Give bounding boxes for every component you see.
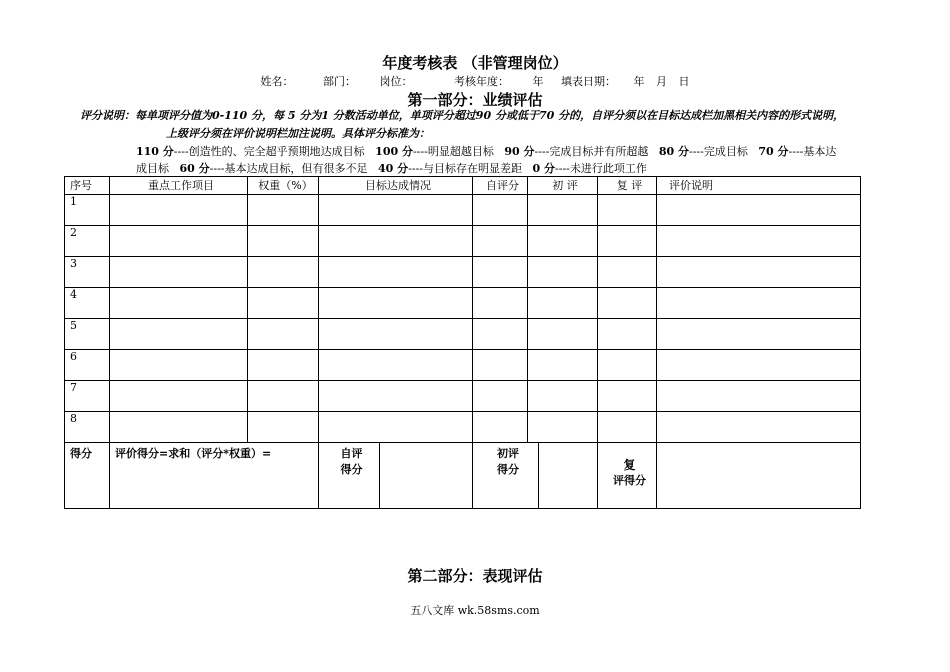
criteria-desc: ----完成目标 xyxy=(689,145,748,158)
comment-cell[interactable] xyxy=(657,288,861,319)
table-row xyxy=(65,195,861,226)
review-score-cell[interactable] xyxy=(598,257,657,288)
row-number: 5 xyxy=(65,319,110,350)
fill-year: 年 xyxy=(633,75,645,88)
header-comment: 评价说明 xyxy=(657,177,861,195)
weight-cell[interactable] xyxy=(248,412,319,443)
initial-score-cell[interactable] xyxy=(528,350,598,381)
performance-table xyxy=(64,176,861,509)
row-number: 6 xyxy=(65,350,110,381)
criteria-desc: ----完成目标并有所超越 xyxy=(534,145,649,158)
fill-month: 月 xyxy=(656,75,667,88)
work-item-cell[interactable] xyxy=(110,319,248,350)
review-score-cell[interactable] xyxy=(598,288,657,319)
target-cell[interactable] xyxy=(319,381,473,412)
criteria-desc: ----未进行此项工作 xyxy=(555,162,647,175)
row-number: 2 xyxy=(65,226,110,257)
initial-score-cell[interactable] xyxy=(528,381,598,412)
criteria-desc: ----与目标存在明显差距 xyxy=(408,162,523,175)
review-score-cell[interactable] xyxy=(598,350,657,381)
header-no: 序号 xyxy=(65,177,110,195)
initial-score-total[interactable] xyxy=(539,443,598,509)
review-score-cell[interactable] xyxy=(598,381,657,412)
part2-title: 第二部分：表现评估 xyxy=(407,567,543,585)
criteria-score: 0 分 xyxy=(532,162,556,175)
self-score-cell[interactable] xyxy=(473,226,528,257)
target-cell[interactable] xyxy=(319,412,473,443)
criteria-score: 110 分 xyxy=(136,145,174,158)
fill-day: 日 xyxy=(678,75,690,88)
self-score-cell[interactable] xyxy=(473,319,528,350)
score-label: 得分 xyxy=(65,443,110,509)
row-number: 3 xyxy=(65,257,110,288)
form-meta xyxy=(0,73,950,89)
initial-score-label-line2: 得分 xyxy=(497,463,519,476)
target-cell[interactable] xyxy=(319,350,473,381)
criteria-score: 80 分 xyxy=(658,145,689,158)
self-score-cell[interactable] xyxy=(473,288,528,319)
comment-cell[interactable] xyxy=(657,226,861,257)
table-row xyxy=(65,381,861,412)
fill-date-label: 填表日期： xyxy=(561,75,616,88)
criteria-desc: ----创造性的、完全超乎预期地达成目标 xyxy=(173,145,365,158)
position-label: 岗位： xyxy=(379,75,413,88)
part1-title: 第一部分：业绩评估 xyxy=(407,91,543,109)
criteria-score: 60 分 xyxy=(179,162,210,175)
table-row xyxy=(65,226,861,257)
review-score-label-line1: 复 xyxy=(623,458,636,472)
initial-score-label xyxy=(473,443,539,509)
work-item-cell[interactable] xyxy=(110,350,248,381)
initial-score-cell[interactable] xyxy=(528,288,598,319)
comment-cell[interactable] xyxy=(657,350,861,381)
header-work-item: 重点工作项目 xyxy=(110,177,248,195)
target-cell[interactable] xyxy=(319,257,473,288)
weight-cell[interactable] xyxy=(248,195,319,226)
review-score-label xyxy=(598,443,657,509)
work-item-cell[interactable] xyxy=(110,412,248,443)
self-score-cell[interactable] xyxy=(473,257,528,288)
header-weight: 权重（%） xyxy=(248,177,319,195)
criteria-desc: 成目标 xyxy=(136,162,169,175)
weight-cell[interactable] xyxy=(248,381,319,412)
score-row xyxy=(65,443,861,509)
self-score-cell[interactable] xyxy=(473,412,528,443)
comment-cell[interactable] xyxy=(657,319,861,350)
weight-cell[interactable] xyxy=(248,288,319,319)
comment-cell[interactable] xyxy=(657,257,861,288)
header-review: 复 评 xyxy=(598,177,657,195)
comment-cell[interactable] xyxy=(657,412,861,443)
comment-cell[interactable] xyxy=(657,195,861,226)
criteria-desc: ----明显超越目标 xyxy=(412,145,494,158)
table-row xyxy=(65,257,861,288)
target-cell[interactable] xyxy=(319,226,473,257)
header-target: 目标达成情况 xyxy=(319,177,473,195)
criteria-line2 xyxy=(136,160,647,176)
criteria-line1 xyxy=(136,143,836,159)
criteria-desc: ----基本达成目标，但有很多不足 xyxy=(209,162,368,175)
review-score-cell[interactable] xyxy=(598,226,657,257)
table-row xyxy=(65,288,861,319)
criteria-desc: ----基本达 xyxy=(788,145,837,158)
initial-score-cell[interactable] xyxy=(528,226,598,257)
initial-score-cell[interactable] xyxy=(528,412,598,443)
self-score-cell[interactable] xyxy=(473,350,528,381)
header-self-score: 自评分 xyxy=(473,177,528,195)
year-unit: 年 xyxy=(532,75,544,88)
target-cell[interactable] xyxy=(319,195,473,226)
scoring-note-line1: 评分说明：每单项评分值为0-110 分，每 5 分为1 分数活动单位，单项评分超过90 分或低于70 分的，自评分须以在目标达成栏加黑相关内容的形式说明， xyxy=(80,109,845,122)
table-row xyxy=(65,412,861,443)
criteria-score: 70 分 xyxy=(758,145,789,158)
target-cell[interactable] xyxy=(319,288,473,319)
row-number: 4 xyxy=(65,288,110,319)
row-number: 8 xyxy=(65,412,110,443)
scoring-note-line2: 上级评分须在评价说明栏加注说明。具体评分标准为： xyxy=(166,127,430,140)
comment-cell[interactable] xyxy=(657,381,861,412)
criteria-score: 40 分 xyxy=(378,162,409,175)
table-row xyxy=(65,350,861,381)
self-score-cell[interactable] xyxy=(473,195,528,226)
initial-score-cell[interactable] xyxy=(528,257,598,288)
header-initial: 初 评 xyxy=(528,177,598,195)
review-score-cell[interactable] xyxy=(598,319,657,350)
review-score-cell[interactable] xyxy=(598,195,657,226)
score-formula: 评价得分=求和（评分*权重）= xyxy=(110,443,319,509)
dept-label: 部门： xyxy=(323,75,356,88)
weight-cell[interactable] xyxy=(248,257,319,288)
name-label: 姓名： xyxy=(260,75,294,88)
criteria-score: 90 分 xyxy=(504,145,535,158)
work-item-cell[interactable] xyxy=(110,195,248,226)
review-score-total[interactable] xyxy=(657,443,861,509)
work-item-cell[interactable] xyxy=(110,381,248,412)
self-score-label-line2: 得分 xyxy=(340,463,363,476)
initial-score-cell[interactable] xyxy=(528,319,598,350)
target-cell[interactable] xyxy=(319,319,473,350)
criteria-score: 100 分 xyxy=(375,145,413,158)
self-score-label xyxy=(319,443,380,509)
weight-cell[interactable] xyxy=(248,350,319,381)
weight-cell[interactable] xyxy=(248,226,319,257)
row-number: 1 xyxy=(65,195,110,226)
year-label: 考核年度： xyxy=(454,75,509,88)
work-item-cell[interactable] xyxy=(110,257,248,288)
review-score-label-line2: 评得分 xyxy=(613,474,646,487)
row-number: 7 xyxy=(65,381,110,412)
table-row xyxy=(65,319,861,350)
initial-score-cell[interactable] xyxy=(528,195,598,226)
weight-cell[interactable] xyxy=(248,319,319,350)
page-title: 年度考核表 （非管理岗位） xyxy=(382,54,568,72)
self-score-total[interactable] xyxy=(380,443,473,509)
work-item-cell[interactable] xyxy=(110,288,248,319)
table-header-row xyxy=(65,177,861,195)
self-score-cell[interactable] xyxy=(473,381,528,412)
work-item-cell[interactable] xyxy=(110,226,248,257)
footer-watermark: 五八文库 wk.58sms.com xyxy=(410,604,540,617)
review-score-cell[interactable] xyxy=(598,412,657,443)
initial-score-label-line1: 初评 xyxy=(497,447,519,460)
self-score-label-line1: 自评 xyxy=(340,447,363,460)
